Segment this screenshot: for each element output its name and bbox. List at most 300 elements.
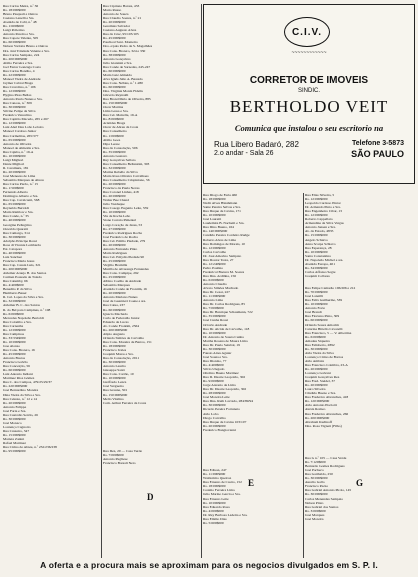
listing-line: Rs. 11:000$000 bbox=[203, 294, 226, 299]
listing-line: José Bernardino Moreira bbox=[3, 388, 39, 393]
listing-line: Aurelio Gallo bbox=[305, 480, 325, 485]
listing-line: Antonio Paulo Nunes e Sra. bbox=[3, 97, 43, 102]
listing-line: Aldo Lobo bbox=[203, 411, 219, 416]
listing-line: Rs. 4:400$000 bbox=[203, 362, 224, 367]
listing-line: Maria Rodrigues bbox=[103, 250, 127, 255]
listing-line: Cosimo Ferreira Lima bbox=[203, 488, 235, 493]
listing-line: Joaquim Matos e Sra. bbox=[103, 352, 134, 357]
listing-line: Rs. 15:000$000 bbox=[305, 233, 328, 238]
listing-line: Cândido Bueno e Sra. bbox=[305, 391, 337, 396]
listing-line: Rua Esperança, 28 bbox=[305, 245, 332, 250]
listing-line: Rua Frederico Abranches, 418 bbox=[305, 395, 349, 400]
listing-line: Rua Grauna, 301 bbox=[103, 388, 128, 393]
listing-line: Antonio Pereira e Sra. bbox=[3, 32, 35, 37]
listing-line: Anna Scarpa Schiavo bbox=[305, 241, 336, 246]
listing-line: Ottolino Bueno Martinez bbox=[203, 371, 239, 376]
listing-line: Rafael Martinez bbox=[3, 441, 26, 446]
listing-line: Francisco Barsali Neto bbox=[103, 461, 136, 466]
listing-line: Rua Conselheiro Bellanzini, 303 bbox=[103, 161, 150, 166]
listing-line: Antonio Pugliese bbox=[103, 457, 128, 462]
listing-line: Rua Cons. Moreira de Barros, 151 bbox=[103, 339, 152, 344]
listing-line: Julio Vazduque bbox=[103, 202, 125, 207]
listing-line: Rs. 25:000$000 bbox=[103, 275, 126, 280]
listing-line: Antonio Forte bbox=[305, 306, 325, 311]
listing-line: Rua Cajuba, n.º 19-A bbox=[3, 149, 34, 154]
listing-line: Antonio Bastos bbox=[3, 356, 25, 361]
listing-line: Francisca Galvão bbox=[3, 360, 28, 365]
listing-line: Rs. 28:000$000 bbox=[203, 391, 226, 396]
listing-line: Glicerio Reynaldi bbox=[103, 93, 129, 98]
listing-line: Lourenço Cagnotto bbox=[3, 424, 31, 429]
listing-line: Rs. 10:000$000 bbox=[3, 153, 26, 158]
listing-line: Lima Lessa e Sra. bbox=[103, 109, 129, 114]
listing-line: Adolpho Principe Rossi bbox=[3, 238, 37, 243]
listing-line: Viu de Rocha Leão bbox=[103, 214, 131, 219]
listing-line: Rua Francisco, 5 — V. Albertina bbox=[305, 330, 352, 335]
listing-line: Francisco Ivales bbox=[103, 347, 127, 352]
listing-line: Rs. 7:120$000 bbox=[305, 460, 326, 465]
listing-line: Rs. 18:000$000 bbox=[103, 343, 126, 348]
listing-line: Rs. 12:000$000 bbox=[3, 327, 26, 332]
listing-line: Rua Carlos Pardo, n.º 15 bbox=[3, 182, 38, 187]
listing-line: Carlos Menendes Sampaio bbox=[305, 496, 344, 501]
listing-line: José Faria e Sra. bbox=[3, 408, 27, 413]
listing-line: Jaymer Cabral Braga bbox=[3, 80, 33, 85]
listing-line: Rs. 33:334$000 bbox=[3, 335, 26, 340]
listing-line: Oscar Martins bbox=[103, 105, 124, 110]
listing-line: Julio Giannini e Sra. bbox=[103, 60, 133, 65]
broker-advertisement bbox=[203, 4, 415, 184]
listing-line: Rs. 10:000$000 bbox=[103, 210, 126, 215]
listing-line: Humberto Bauer bbox=[3, 291, 27, 296]
listing-line: Rua Floriano Pinto, 309 bbox=[305, 314, 340, 319]
listing-line: Rs. 10:000$000 bbox=[305, 249, 328, 254]
ad-floor: 2.o andar - Sala 26 bbox=[214, 150, 274, 157]
listing-line: Rua Custódio Serrão, 26 bbox=[3, 412, 38, 417]
listing-line: Martinez Rios Gómez bbox=[3, 376, 35, 381]
listing-line: Dr. Ruy Barbosa Ladeira e Sra. bbox=[203, 512, 248, 517]
listing-line: Dos. e/pais Pedro de S. Magalhães bbox=[103, 44, 153, 49]
listing-line: Antonio Claudio bbox=[203, 282, 227, 287]
listing-line: Rs. 18:000$000 bbox=[3, 8, 26, 13]
listing-line: Rua Cap. Cavalcanti, 568 bbox=[3, 198, 40, 203]
listing-line: Reynaldo Bertoldi bbox=[3, 206, 30, 211]
listing-line: Silvio Ulegado bbox=[203, 367, 225, 372]
listing-line: Rs. 30:000$000 bbox=[203, 403, 226, 408]
listing-line: Rs. 60:000$000 bbox=[103, 307, 126, 312]
listing-line: Rua Conselheiro bbox=[103, 129, 127, 134]
column-separator bbox=[101, 4, 102, 558]
listing-line: Rua C. dos Campos, 479/25/29/37 bbox=[3, 380, 52, 385]
listing-line: Rua Capote Valente, 505 bbox=[3, 36, 39, 41]
listing-line: Luigi Pollerino bbox=[3, 28, 25, 33]
listing-line: Mercedes Napoleão Bertoldi bbox=[3, 315, 44, 320]
listing-line: Rua Ernesto Leite bbox=[203, 496, 229, 501]
listing-line: Rua Carlos Meira, n.º 36 bbox=[3, 4, 39, 8]
listing-line: Rs. 60:000$000 bbox=[3, 368, 26, 373]
listing-line: Manoel Vieira de Andrade bbox=[3, 76, 41, 81]
listing-line: Eduardo de Lucas bbox=[103, 319, 129, 324]
logo-ribbon: ~~~~~~~~~~~~ bbox=[291, 50, 327, 56]
listing-line: Orlando Simões de Carvalho bbox=[103, 335, 145, 340]
listing-line: Rs. 6:000$000 bbox=[305, 334, 326, 339]
section-letter-d: D bbox=[147, 492, 154, 502]
listing-line: Rua Francisco Coimbra, 23-A bbox=[305, 362, 348, 367]
listing-line: Oswaldo Quaratti bbox=[3, 226, 29, 231]
listing-line: Antonio Gonçalves bbox=[103, 56, 131, 61]
listing-line: Rs. 95:000$000 bbox=[3, 449, 26, 454]
listing-line: Rua Doutor Tosta, 27 bbox=[203, 257, 234, 262]
listing-line: Rua Cruzeiro, 347 bbox=[3, 428, 30, 433]
listing-line: Frederico Bongiovanni bbox=[203, 427, 236, 432]
listing-line: José Lauretti bbox=[203, 217, 222, 222]
listing-line: Roberto Cappellato bbox=[305, 217, 333, 222]
listing-line: Rua Cel. Emilio Piedade, 279 bbox=[103, 238, 146, 243]
listing-line: Francisca Maria Jesus bbox=[3, 258, 35, 263]
listing-line: Rs. 10:000$000 bbox=[103, 376, 126, 381]
listing-line: Rs. 30:000$000 bbox=[305, 476, 328, 481]
listing-line: Rs. 20:000$000 bbox=[103, 291, 126, 296]
listing-line: Rs. 10:000$000 bbox=[203, 500, 226, 505]
listing-line: Antonio Gustavo bbox=[103, 153, 128, 158]
listing-line: Com. Arthur Ferreira da Costa bbox=[103, 400, 147, 405]
listing-line: Rs. 20:000$000 bbox=[103, 20, 126, 25]
listing-line: Fernando Alberto bbox=[3, 190, 28, 195]
listing-line: Rs. 6:000$000 bbox=[3, 311, 24, 316]
listing-line: Rs. 34:000$000 bbox=[305, 265, 328, 270]
listing-line: Bruno Pasquali e Outros bbox=[3, 12, 38, 17]
listing-line: Rua Conde, n.º 35 bbox=[3, 214, 29, 219]
listing-line: Rs. 35:000$000 bbox=[203, 314, 226, 319]
listing-line: Rs. 27:000$000 bbox=[103, 226, 126, 231]
section-letter-g: G bbox=[356, 478, 364, 488]
listing-line: Rs. 30:000$000 bbox=[305, 346, 328, 351]
listing-line: Rua Colombo e Sra. bbox=[3, 319, 32, 324]
listing-column-4 bbox=[305, 193, 415, 558]
listing-line: Rua Domingos de Morais, 10 bbox=[203, 241, 245, 246]
listing-line: Antonio Mariano Nunes bbox=[103, 295, 138, 300]
listing-line: Rs. 220:000$000 bbox=[3, 384, 28, 389]
listing-line: Rs. 18:000$000 bbox=[203, 484, 226, 489]
listing-line: R. do Bel para Campinas, n.º 108 bbox=[3, 307, 51, 312]
listing-line: José Moreira Leite bbox=[203, 395, 230, 400]
listing-line: Caetano Lanelli e Srs. bbox=[3, 16, 35, 21]
listing-line: Walter Bee Chand bbox=[103, 198, 129, 203]
listing-line: Rua Conde de Sarzedas, 245-247 bbox=[103, 64, 151, 69]
listing-line: Carmen Pousada de Toledo bbox=[3, 275, 42, 280]
listing-line: Frederico Vencelino bbox=[3, 113, 32, 118]
listing-line: Rua Emilio Dias bbox=[203, 516, 227, 521]
listing-line: Leopoldo Cardoso Pintor bbox=[305, 201, 341, 206]
listing-line: Rua Campinos bbox=[3, 331, 24, 336]
broker-name: BERTHOLDO VEIT bbox=[229, 97, 389, 116]
listing-line: Antonio Lima bbox=[203, 298, 223, 303]
listing-line: Dna. Virginia Moniz Fidelis bbox=[103, 88, 143, 93]
listing-line: Ricardo Pereira Fortunato bbox=[203, 407, 240, 412]
listing-line: Antonio de Oliveira bbox=[3, 141, 32, 146]
listing-line: Rs. 9:000$000 bbox=[203, 379, 224, 384]
listing-line: Rs. 60:000$000 bbox=[305, 318, 328, 323]
listing-line: Rs. 12:000$000 bbox=[305, 213, 328, 218]
listing-line: Domingos Alberto e Sra. bbox=[3, 194, 39, 199]
listing-line: Rua Cap. Cassia Luis, 321 bbox=[3, 263, 41, 267]
listing-line: Maria Rosa Oliveira Carvalhaes bbox=[103, 173, 149, 178]
ad-phone: Telefone 3-5873 bbox=[351, 140, 404, 147]
listing-line: Rua Cons. Campipe, 292 bbox=[103, 271, 139, 276]
listing-line: Diogo Carvalho bbox=[203, 415, 226, 420]
listing-line: Rs. 12:000$000 bbox=[203, 245, 226, 250]
listing-line: Nelson Pinto bbox=[305, 500, 324, 505]
listing-line: Rua Diogo de Faria 460 bbox=[203, 193, 238, 197]
listing-line: Sebastião Marques de Abreu bbox=[3, 178, 44, 183]
listing-line: Orlando Souza Amorim bbox=[305, 322, 339, 327]
listing-line: Rs. 10:000$000 bbox=[203, 330, 226, 335]
listing-line: Rs. 8:000$000 bbox=[103, 117, 124, 122]
listing-line: Rs. 4:000$000 bbox=[203, 508, 224, 513]
listing-line: Waldomiro Queiroz bbox=[203, 476, 232, 481]
listing-column-3 bbox=[203, 193, 303, 558]
listing-line: Mario Russo bbox=[103, 8, 122, 13]
listing-line: Dr. Napoleão Michel e sra. bbox=[305, 257, 344, 262]
listing-line: Rs. 5:600$000 bbox=[203, 520, 224, 525]
listing-line: Largo Coração de Jesus, 53 bbox=[103, 222, 143, 227]
listing-line: Rua Dr. Paulo Setubal, 19 bbox=[203, 342, 240, 347]
listing-line: Marieta Zanini bbox=[3, 437, 25, 442]
listing-line: Rs. 30:000$000 bbox=[103, 360, 126, 365]
listing-line: Lourenço Galvani bbox=[305, 371, 331, 376]
ad-slogan: Comunica que instalou o seu escritorio na bbox=[234, 123, 384, 133]
listing-line: Rs. 1:500$000 bbox=[3, 186, 24, 191]
listing-line: Rs. 25:000$000 bbox=[103, 258, 126, 263]
listing-line: Rua Gabriel Antonio Pirolo, 145 bbox=[305, 488, 352, 493]
listing-line: Rs. 6:000$000 bbox=[203, 277, 224, 282]
listing-line: Rua Cons. Carrão, 10 bbox=[103, 372, 134, 377]
listing-line: Rua Cosego Eugenio Leite, 559 bbox=[103, 206, 149, 211]
listing-line: Bernardo Gomes Rodrigues bbox=[305, 464, 345, 469]
listing-line: Rua Dr. Carlos Rodrigues, 85 bbox=[203, 302, 245, 307]
listing-line: Rua G n.º 105 — Casa Verde bbox=[305, 456, 347, 461]
listing-line: Avenida Conde de Frontim, 16 bbox=[103, 287, 147, 292]
listing-line: Rua Eduardo Rosa bbox=[203, 504, 230, 509]
listing-line: Av. Conde Frontim, 2564 bbox=[103, 323, 140, 328]
listing-line: Rs. 20:000$000 bbox=[3, 169, 26, 174]
listing-line: Rs. 200:000$000 bbox=[3, 267, 28, 272]
listing-line: Lourenço Cirino de Barros bbox=[305, 354, 344, 359]
listing-line: Rs. 20:000$000 bbox=[103, 242, 126, 247]
listing-line: Angelo Schiavo bbox=[305, 237, 328, 242]
listing-line: Rs. 65:000$000 bbox=[3, 137, 26, 142]
listing-line: Silvino Felipe da Silva bbox=[3, 109, 36, 114]
listing-line: Santa Constantina bbox=[305, 253, 331, 258]
column-separator bbox=[201, 4, 202, 558]
listing-line: Mello Vitalino bbox=[103, 396, 124, 401]
listing-line: Pedro Paulino bbox=[203, 265, 223, 270]
listing-line: Maria Ramlow e Sra. bbox=[3, 210, 34, 215]
listing-line: Georgina Pellegrino bbox=[3, 222, 32, 227]
listing-line: Rua Dr. Duarte Leopoldo, 302 bbox=[203, 387, 247, 392]
listing-line: Dina Vieira da Silva e Sra. bbox=[3, 392, 41, 397]
listing-line: Rua Dr. Henrique Schaumann, 722 bbox=[203, 310, 253, 315]
listing-line: Rua Cel. Meirelle, 19-A bbox=[103, 113, 138, 118]
listing-line: Abraham Kudinoff bbox=[305, 419, 333, 424]
listing-line: Rs. 22:000$000 bbox=[3, 72, 26, 77]
listing-line: Carlos Carvalho bbox=[203, 249, 227, 254]
listing-line: Rua Dr. Cesar, 227 bbox=[203, 290, 230, 295]
listing-line: Antonio Fernando Pinto bbox=[103, 246, 138, 251]
listing-line: Roberto Alves de Lima bbox=[203, 237, 236, 242]
listing-line: Dna. Rosa Vignati (Filho) bbox=[305, 423, 342, 428]
listing-line: Rua Felix Guilherme, 539 bbox=[305, 298, 343, 303]
listing-line: Virgilio Bramilla bbox=[103, 263, 128, 267]
listing-line: Maria Luiz Almeida bbox=[103, 72, 132, 77]
listing-line: Dr. Armando Pinto e Sra. bbox=[305, 205, 341, 210]
listing-line: Aristides Braga bbox=[103, 121, 126, 126]
listing-line: Rua Dr. Alcide de Carvalho, 118 bbox=[203, 326, 250, 331]
listing-line: Rs. 15:000$000 bbox=[3, 432, 26, 437]
listing-line: Rs. 10:000$000 bbox=[203, 213, 226, 218]
listing-line: Hygino Pires Bellas bbox=[3, 93, 32, 98]
listing-line: Rua Carmelitas, 265/377 bbox=[3, 133, 39, 138]
listing-line: Abilio Ferreira e Sra. bbox=[3, 60, 34, 65]
listing-line: Catarina Bittello Cavarelli bbox=[305, 326, 343, 331]
listing-line: Rua Catua, 237 bbox=[103, 303, 125, 308]
listing-line: Rs. 200:000$000 bbox=[305, 415, 330, 420]
listing-line: Rs. 150:000$000 bbox=[103, 101, 128, 106]
listing-line: Rua Elias Silveira, 5 bbox=[305, 193, 335, 197]
listing-line: Alvaro Simões Machado bbox=[203, 286, 239, 291]
listing-line: Gioffredo Lezza bbox=[103, 380, 127, 385]
listing-line: Rua Cons. Nébias, n.º 1.280 bbox=[103, 80, 143, 85]
listing-line: Rs. 35:000$000 bbox=[103, 149, 126, 154]
listing-line: Rs. 12:000$000 bbox=[3, 88, 26, 93]
listing-line: Rosa di Vicente Lombarda bbox=[3, 242, 41, 247]
listing-line: Rua Claudio Soares, n.º 21 bbox=[103, 16, 142, 21]
listing-line: Rs. 20:000$000 bbox=[103, 194, 126, 199]
listing-line: Alva Ignês Julio A. Bastado bbox=[103, 76, 143, 81]
listing-line: Rs. 60:000$000 bbox=[103, 68, 126, 73]
listing-line: Rua Dna. Ardilina, 156 bbox=[203, 273, 237, 278]
listing-line: Rua D. Duarte Leopoldo, 302 bbox=[203, 375, 246, 380]
listing-line: Rua Cravolino, n.º 106 bbox=[3, 84, 36, 89]
listing-line: Rua Carnaúba bbox=[3, 323, 24, 328]
listing-column-2 bbox=[103, 4, 200, 558]
listing-line: Geremias Salvador bbox=[103, 24, 131, 29]
listing-line: Luigi Migliori bbox=[3, 157, 24, 162]
listing-line: Rs. 120:000$000 bbox=[305, 399, 330, 404]
listing-line: Dr. Antonio de Souza Cunha bbox=[203, 334, 244, 339]
listing-line: Dante Migliori bbox=[3, 161, 25, 166]
listing-line: Amadeu Siqueira bbox=[305, 338, 330, 343]
listing-line: Rs. 10:000$000 bbox=[3, 339, 26, 344]
listing-line: Giuseppe Santi bbox=[103, 368, 125, 373]
listing-line: Rua Ernesto de Castro, 152 bbox=[203, 480, 242, 485]
listing-line: Martha Rosana de Moura Lima bbox=[203, 338, 248, 343]
listing-line: Alipio Augusto bbox=[103, 331, 125, 336]
listing-line: Rua Duque de Caxias 103/107 bbox=[203, 419, 247, 424]
listing-line: Rua Coronel Linhas, 418 bbox=[103, 190, 139, 195]
listing-line: Aldemar B. C. dos Santos bbox=[3, 303, 40, 308]
listing-line: Rs. 20:000$000 bbox=[305, 367, 328, 372]
listing-line: Rua Catumby, 66 bbox=[3, 279, 28, 284]
listing-line: Francisco da Paula Neves bbox=[103, 186, 140, 191]
listing-line: Rs. 45:000$000 bbox=[103, 36, 126, 41]
listing-line: Rs. 30:000$000 bbox=[203, 346, 226, 351]
listing-line: Rs. 12:240$000 bbox=[203, 261, 226, 266]
listing-line: Rs. 20:000$000 bbox=[3, 400, 26, 405]
listing-line: Antonio Felippe bbox=[3, 404, 27, 409]
listing-line: Rs. 30:000$000 bbox=[3, 234, 26, 239]
listing-line: Jose Alonso bbox=[3, 343, 21, 348]
listing-line: José Brandi bbox=[305, 310, 322, 315]
listing-line: Dra. Jeni Trindade Valente e Sra. bbox=[3, 48, 50, 53]
listing-line: Rua da Cruz, 95/103/105 bbox=[103, 32, 139, 37]
listing-line: José Monaco bbox=[3, 420, 22, 425]
listing-line: Rua Cons. Brotero, 324 e 330 bbox=[103, 48, 146, 53]
listing-line: Rua Frederico Abranches, 266 bbox=[305, 411, 349, 416]
listing-line: Murilla de Alvarenga Fernandes bbox=[103, 267, 149, 272]
listing-line: Rs. 18:000$000 bbox=[203, 197, 226, 202]
listing-line: Rua Dna. Ruth Lavrado, 284/89/94 bbox=[203, 399, 254, 404]
listing-line: Manoel Cardoso Junior bbox=[3, 129, 37, 134]
listing-line: José de Guarnieri Coene e sra. bbox=[103, 299, 147, 304]
listing-line: Rs. 30:000$000 bbox=[305, 492, 328, 497]
listing-line: Marina Rebello da Silva bbox=[103, 169, 138, 174]
listing-line: Est. Catapora bbox=[3, 246, 23, 251]
section-letter-e: E bbox=[248, 478, 255, 488]
listing-line: José Pacheco bbox=[305, 468, 324, 473]
listing-line: Rs. 12:000$000 bbox=[305, 197, 328, 202]
listing-line: Caetano Augusto Alves bbox=[103, 28, 137, 33]
listing-line: Rs. 40:000$000 bbox=[3, 250, 26, 255]
listing-line: Joaquim Collares bbox=[305, 273, 330, 278]
listing-line: Luiz Abel Dau Lobo Leloiro bbox=[3, 125, 44, 130]
listing-line: Avenida Europa, 401 bbox=[305, 261, 335, 266]
listing-line: Fausto Aires Aguiar bbox=[203, 350, 232, 355]
listing-line: Rua Felisberto, 2892 bbox=[305, 342, 335, 347]
listing-column-1 bbox=[3, 4, 100, 558]
listing-line: Abilio Goes bbox=[103, 137, 121, 142]
listing-line: Aldo Antonio Pisciotti bbox=[305, 403, 337, 408]
listing-line: Julio Marino Garcia e Sra. bbox=[203, 492, 241, 497]
listing-line: Jorge Antonio de Lima bbox=[203, 383, 236, 388]
listing-line: Rs. 140:000$000 bbox=[203, 229, 228, 234]
listing-line: Rs. 20:000$000 bbox=[203, 423, 226, 428]
listing-line: Rs. 40:000$000 bbox=[3, 218, 26, 223]
listing-line: Lauro Silveira bbox=[305, 387, 326, 392]
listing-line: Francisco Pezzo bbox=[305, 484, 329, 489]
listing-line: Rua da Consolação, 506 bbox=[103, 145, 138, 150]
listing-line: Rs. 60:000$000 bbox=[3, 40, 26, 45]
listing-line: Rua Dez, 20 — Casa Verde bbox=[103, 449, 142, 454]
listing-line: Rua Edison, 247 bbox=[203, 468, 227, 473]
listing-line: Rs. 1:600$000 bbox=[3, 24, 24, 29]
listing-line: Rs. 65:000$000 bbox=[3, 202, 26, 207]
listing-line: Rs. 11:000$000 bbox=[203, 472, 226, 477]
listing-line: Rua Dionizo, 77 bbox=[203, 358, 227, 363]
listing-line: José Vergueiro bbox=[103, 384, 124, 389]
ad-address: Rua Libero Badaró, 282 bbox=[214, 140, 299, 149]
listing-line: Rs. 10:000$000 bbox=[305, 302, 328, 307]
listing-line: Alexis Romeo bbox=[305, 407, 326, 412]
listing-line: Rua Conceição, 56 bbox=[3, 364, 30, 369]
listing-line: Rua Camargo, 314 bbox=[3, 230, 30, 235]
listing-line: José Souza e Sra. bbox=[203, 354, 228, 359]
listing-line: Rua da Consolação, 2911 bbox=[103, 356, 140, 361]
listing-line: Rs. 30:000$000 bbox=[3, 105, 26, 110]
listing-line: Rs. 45:000$000 bbox=[3, 352, 26, 357]
ad-city: SÃO PAULO bbox=[351, 149, 404, 159]
listing-line: Rs. 1:000$000 bbox=[103, 133, 124, 138]
